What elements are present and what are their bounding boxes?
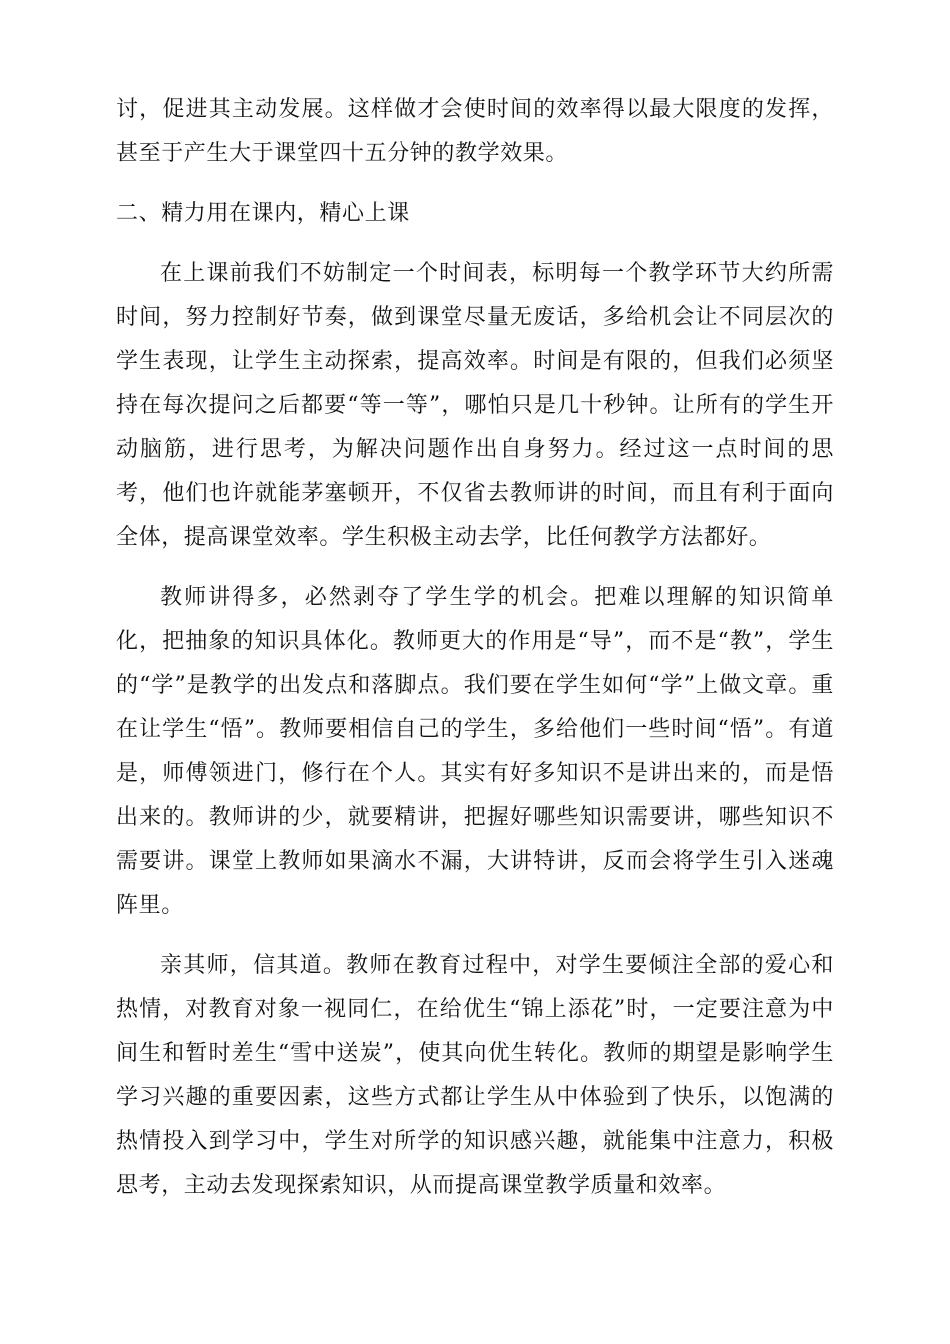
document-page xyxy=(116,88,834,1224)
paragraph-3: 亲其师，信其道。教师在教育过程中，对学生要倾注全部的爱心和热情，对教育对象一视同仁，在给优生“锦上添花”时，一定要注意为中间生和暂时差生“雪中送炭”，使其向优生转化。教师的期望是影响学生学习兴趣的重要因素，这些方式都让学生从中体验到了快乐，以饱满的热情投入到学习中，学生对所学的知识感兴趣，就能集中注意力，积极思考，主动去发现探索知识，从而提高课堂教学质量和效率。 xyxy=(116,953,834,1198)
section-heading: 二、精力用在课内，精心上课 xyxy=(116,201,410,226)
paragraph-continued: 讨，促进其主动发展。这样做才会使时间的效率得以最大限度的发挥，甚至于产生大于课堂四十五分钟的教学效果。 xyxy=(116,97,834,166)
paragraph-1: 在上课前我们不妨制定一个时间表，标明每一个教学环节大约所需时间，努力控制好节奏，做到课堂尽量无废话，多给机会让不同层次的学生表现，让学生主动探索，提高效率。时间是有限的，但我们必须坚持在每次提问之后都要“等一等”，哪怕只是几十秒钟。让所有的学生开动脑筋，进行思考，为解决问题作出自身努力。经过这一点时间的思考，他们也许就能茅塞顿开，不仅省去教师讲的时间，而且有利于面向全体，提高课堂效率。学生积极主动去学，比任何教学方法都好。 xyxy=(116,261,834,550)
paragraph-2: 教师讲得多，必然剥夺了学生学的机会。把难以理解的知识简单化，把抽象的知识具体化。教师更大的作用是“导”，而不是“教”，学生的“学”是教学的出发点和落脚点。我们要在学生如何“学”上做文章。重在让学生“悟”。教师要相信自己的学生，多给他们一些时间“悟”。有道是，师傅领进门，修行在个人。其实有好多知识不是讲出来的，而是悟出来的。教师讲的少，就要精讲，把握好哪些知识需要讲，哪些知识不需要讲。课堂上教师如果滴水不漏，大讲特讲，反而会将学生引入迷魂阵里。 xyxy=(116,585,834,918)
